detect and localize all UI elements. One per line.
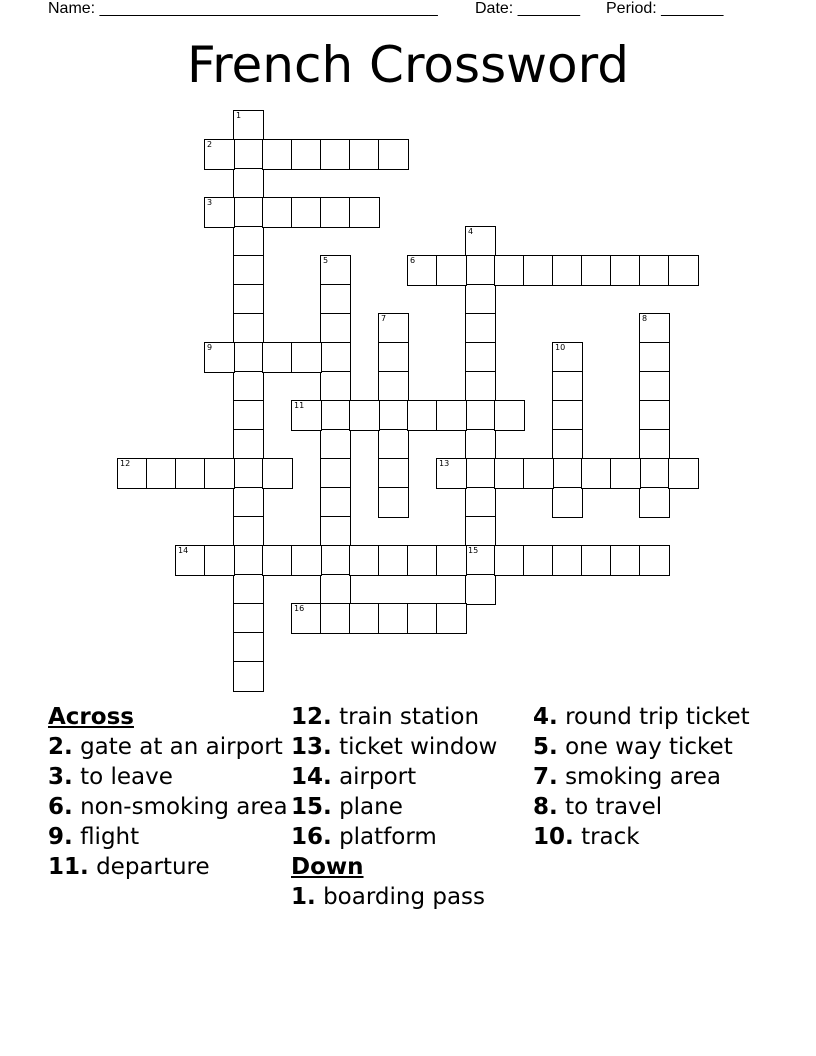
- clue-down-10: [533, 824, 773, 850]
- grid-cell[interactable]: [320, 139, 351, 170]
- grid-cell[interactable]: [639, 371, 670, 402]
- clue-number: 3.: [48, 764, 73, 790]
- grid-cell[interactable]: [320, 313, 351, 344]
- clue-number-label: 10: [555, 343, 566, 352]
- grid-cell[interactable]: [523, 545, 554, 576]
- grid-cell[interactable]: [233, 110, 264, 141]
- clue-number-label: 12: [120, 459, 131, 468]
- grid-cell[interactable]: [639, 545, 670, 576]
- clue-number: 6.: [48, 794, 73, 820]
- grid-cell[interactable]: [349, 400, 380, 431]
- clue-number-label: 11: [294, 401, 305, 410]
- grid-cell[interactable]: [668, 458, 699, 489]
- grid-cell[interactable]: [233, 487, 264, 518]
- grid-cell[interactable]: [465, 400, 496, 431]
- clue-across-2: [48, 734, 288, 760]
- clue-number: 12.: [291, 704, 332, 730]
- grid-cell[interactable]: [523, 255, 554, 286]
- clue-number: 16.: [291, 824, 332, 850]
- clue-across-12: [291, 704, 531, 730]
- grid-cell[interactable]: [262, 139, 293, 170]
- clue-number: 1.: [291, 884, 316, 910]
- grid-cell[interactable]: [233, 603, 264, 634]
- clue-number-label: 15: [468, 546, 479, 555]
- clue-number: 5.: [533, 734, 558, 760]
- clue-text: plane: [339, 794, 403, 820]
- grid-cell[interactable]: [233, 139, 264, 170]
- clue-across-15: [291, 794, 531, 820]
- grid-cell[interactable]: [552, 545, 583, 576]
- clue-text: track: [581, 824, 640, 850]
- grid-cell[interactable]: [349, 139, 380, 170]
- grid-cell[interactable]: [436, 255, 467, 286]
- down-heading: Down: [291, 854, 364, 880]
- grid-cell[interactable]: [407, 400, 438, 431]
- grid-cell[interactable]: [552, 371, 583, 402]
- grid-cell[interactable]: [378, 603, 409, 634]
- across-heading: Across: [48, 704, 134, 730]
- grid-cell[interactable]: [204, 197, 235, 228]
- clue-down-4: [533, 704, 773, 730]
- clue-down-5: [533, 734, 773, 760]
- clue-text: gate at an airport: [80, 734, 283, 760]
- grid-cell[interactable]: [233, 545, 264, 576]
- grid-cell[interactable]: [407, 545, 438, 576]
- grid-cell[interactable]: [436, 545, 467, 576]
- clue-across-14: [291, 764, 531, 790]
- grid-cell[interactable]: [291, 400, 322, 431]
- grid-cell[interactable]: [233, 661, 264, 692]
- grid-cell[interactable]: [291, 197, 322, 228]
- grid-cell[interactable]: [291, 603, 322, 634]
- grid-cell[interactable]: [233, 516, 264, 547]
- clue-text: non-smoking area: [80, 794, 288, 820]
- grid-cell[interactable]: [378, 429, 409, 460]
- clue-across-6: [48, 794, 288, 820]
- grid-cell[interactable]: [378, 139, 409, 170]
- grid-cell[interactable]: [378, 342, 409, 373]
- grid-cell[interactable]: [494, 400, 525, 431]
- grid-cell[interactable]: [262, 342, 293, 373]
- clue-number: 13.: [291, 734, 332, 760]
- clue-number-label: 6: [410, 256, 416, 265]
- clue-number-label: 2: [207, 140, 213, 149]
- grid-cell[interactable]: [262, 458, 293, 489]
- grid-cell[interactable]: [436, 400, 467, 431]
- clue-text: to leave: [80, 764, 173, 790]
- date-field[interactable]: Date: _______: [475, 0, 580, 17]
- grid-cell[interactable]: [552, 255, 583, 286]
- name-field[interactable]: Name: ______________________________________: [48, 0, 438, 17]
- grid-cell[interactable]: [552, 487, 583, 518]
- grid-cell[interactable]: [436, 603, 467, 634]
- clue-number: 10.: [533, 824, 574, 850]
- grid-cell[interactable]: [320, 603, 351, 634]
- grid-cell[interactable]: [407, 603, 438, 634]
- grid-cell[interactable]: [465, 458, 496, 489]
- clue-number-label: 13: [439, 459, 450, 468]
- grid-cell[interactable]: [349, 197, 380, 228]
- clue-text: flight: [80, 824, 140, 850]
- clue-number-label: 4: [468, 227, 474, 236]
- grid-cell[interactable]: [610, 255, 641, 286]
- grid-cell[interactable]: [233, 197, 264, 228]
- grid-cell[interactable]: [465, 545, 496, 576]
- grid-cell[interactable]: [320, 197, 351, 228]
- clue-across-13: [291, 734, 531, 760]
- grid-cell[interactable]: [320, 487, 351, 518]
- grid-cell[interactable]: [320, 255, 351, 286]
- grid-cell[interactable]: [465, 487, 496, 518]
- clue-text: boarding pass: [323, 884, 486, 910]
- clue-down-7: [533, 764, 773, 790]
- grid-cell[interactable]: [291, 342, 322, 373]
- clue-across-3: [48, 764, 288, 790]
- clue-text: ticket window: [339, 734, 498, 760]
- grid-cell[interactable]: [639, 313, 670, 344]
- grid-cell[interactable]: [378, 313, 409, 344]
- grid-cell[interactable]: [465, 342, 496, 373]
- clue-number-label: 8: [642, 314, 648, 323]
- grid-cell[interactable]: [204, 545, 235, 576]
- clue-column-3: [533, 704, 773, 854]
- grid-cell[interactable]: [233, 371, 264, 402]
- grid-cell[interactable]: [378, 400, 409, 431]
- grid-cell[interactable]: [378, 458, 409, 489]
- grid-cell[interactable]: [378, 487, 409, 518]
- grid-cell[interactable]: [233, 255, 264, 286]
- grid-cell[interactable]: [552, 400, 583, 431]
- grid-cell[interactable]: [639, 255, 670, 286]
- grid-cell[interactable]: [233, 284, 264, 315]
- grid-cell[interactable]: [494, 255, 525, 286]
- clue-text: platform: [339, 824, 437, 850]
- grid-cell[interactable]: [262, 545, 293, 576]
- grid-cell[interactable]: [320, 458, 351, 489]
- grid-cell[interactable]: [639, 429, 670, 460]
- clue-number: 4.: [533, 704, 558, 730]
- clue-across-16: [291, 824, 531, 850]
- grid-cell[interactable]: [639, 342, 670, 373]
- clue-text: smoking area: [565, 764, 722, 790]
- clue-across-11: [48, 854, 288, 880]
- grid-cell[interactable]: [175, 458, 206, 489]
- grid-cell[interactable]: [378, 371, 409, 402]
- grid-cell[interactable]: [465, 371, 496, 402]
- clue-number: 14.: [291, 764, 332, 790]
- grid-cell[interactable]: [581, 255, 612, 286]
- grid-cell[interactable]: [320, 371, 351, 402]
- clue-column-2: [291, 704, 531, 914]
- grid-cell[interactable]: [639, 458, 670, 489]
- grid-cell[interactable]: [320, 574, 351, 605]
- grid-cell[interactable]: [378, 545, 409, 576]
- grid-cell[interactable]: [465, 313, 496, 344]
- grid-cell[interactable]: [291, 139, 322, 170]
- grid-cell[interactable]: [465, 255, 496, 286]
- clue-down-8: [533, 794, 773, 820]
- grid-cell[interactable]: [320, 429, 351, 460]
- grid-cell[interactable]: [262, 197, 293, 228]
- grid-cell[interactable]: [233, 342, 264, 373]
- grid-cell[interactable]: [552, 458, 583, 489]
- grid-cell[interactable]: [610, 458, 641, 489]
- grid-cell[interactable]: [320, 545, 351, 576]
- grid-cell[interactable]: [349, 545, 380, 576]
- clue-text: airport: [339, 764, 417, 790]
- clue-number-label: 7: [381, 314, 387, 323]
- grid-cell[interactable]: [349, 603, 380, 634]
- grid-cell[interactable]: [465, 516, 496, 547]
- grid-cell[interactable]: [465, 574, 496, 605]
- grid-cell[interactable]: [639, 487, 670, 518]
- clue-text: departure: [96, 854, 210, 880]
- grid-cell[interactable]: [552, 342, 583, 373]
- grid-cell[interactable]: [233, 574, 264, 605]
- grid-cell[interactable]: [291, 545, 322, 576]
- clue-text: train station: [339, 704, 480, 730]
- grid-cell[interactable]: [117, 458, 148, 489]
- grid-cell[interactable]: [407, 255, 438, 286]
- clue-number: 9.: [48, 824, 73, 850]
- grid-cell[interactable]: [465, 226, 496, 257]
- clue-number: 15.: [291, 794, 332, 820]
- clue-number: 11.: [48, 854, 89, 880]
- grid-cell[interactable]: [581, 458, 612, 489]
- clue-number-label: 1: [236, 111, 242, 120]
- clue-number-label: 9: [207, 343, 213, 352]
- grid-cell[interactable]: [465, 429, 496, 460]
- grid-cell[interactable]: [233, 458, 264, 489]
- clue-number: 7.: [533, 764, 558, 790]
- clue-across-9: [48, 824, 288, 850]
- grid-cell[interactable]: [320, 284, 351, 315]
- grid-cell[interactable]: [610, 545, 641, 576]
- grid-cell[interactable]: [465, 284, 496, 315]
- grid-cell[interactable]: [233, 429, 264, 460]
- clue-text: one way ticket: [565, 734, 733, 760]
- clue-number-label: 3: [207, 198, 213, 207]
- grid-cell[interactable]: [233, 400, 264, 431]
- grid-cell[interactable]: [320, 516, 351, 547]
- grid-cell[interactable]: [146, 458, 177, 489]
- clue-number: 2.: [48, 734, 73, 760]
- page-title: French Crossword: [186, 36, 630, 94]
- grid-cell[interactable]: [320, 400, 351, 431]
- grid-cell[interactable]: [233, 226, 264, 257]
- grid-cell[interactable]: [233, 168, 264, 199]
- grid-cell[interactable]: [204, 458, 235, 489]
- grid-cell[interactable]: [523, 458, 554, 489]
- grid-cell[interactable]: [233, 313, 264, 344]
- grid-cell[interactable]: [639, 400, 670, 431]
- grid-cell[interactable]: [552, 429, 583, 460]
- grid-cell[interactable]: [233, 632, 264, 663]
- grid-cell[interactable]: [204, 342, 235, 373]
- clue-number-label: 5: [323, 256, 329, 265]
- clue-number-label: 16: [294, 604, 305, 613]
- clue-number: 8.: [533, 794, 558, 820]
- grid-cell[interactable]: [494, 458, 525, 489]
- grid-cell[interactable]: [204, 139, 235, 170]
- clue-column-1: [48, 704, 288, 884]
- clue-down-1: [291, 884, 531, 910]
- grid-cell[interactable]: [668, 255, 699, 286]
- grid-cell[interactable]: [320, 342, 351, 373]
- period-field[interactable]: Period: _______: [606, 0, 724, 17]
- grid-cell[interactable]: [494, 545, 525, 576]
- grid-cell[interactable]: [581, 545, 612, 576]
- grid-cell[interactable]: [436, 458, 467, 489]
- clue-text: round trip ticket: [565, 704, 750, 730]
- clue-text: to travel: [565, 794, 663, 820]
- grid-cell[interactable]: [175, 545, 206, 576]
- clue-number-label: 14: [178, 546, 189, 555]
